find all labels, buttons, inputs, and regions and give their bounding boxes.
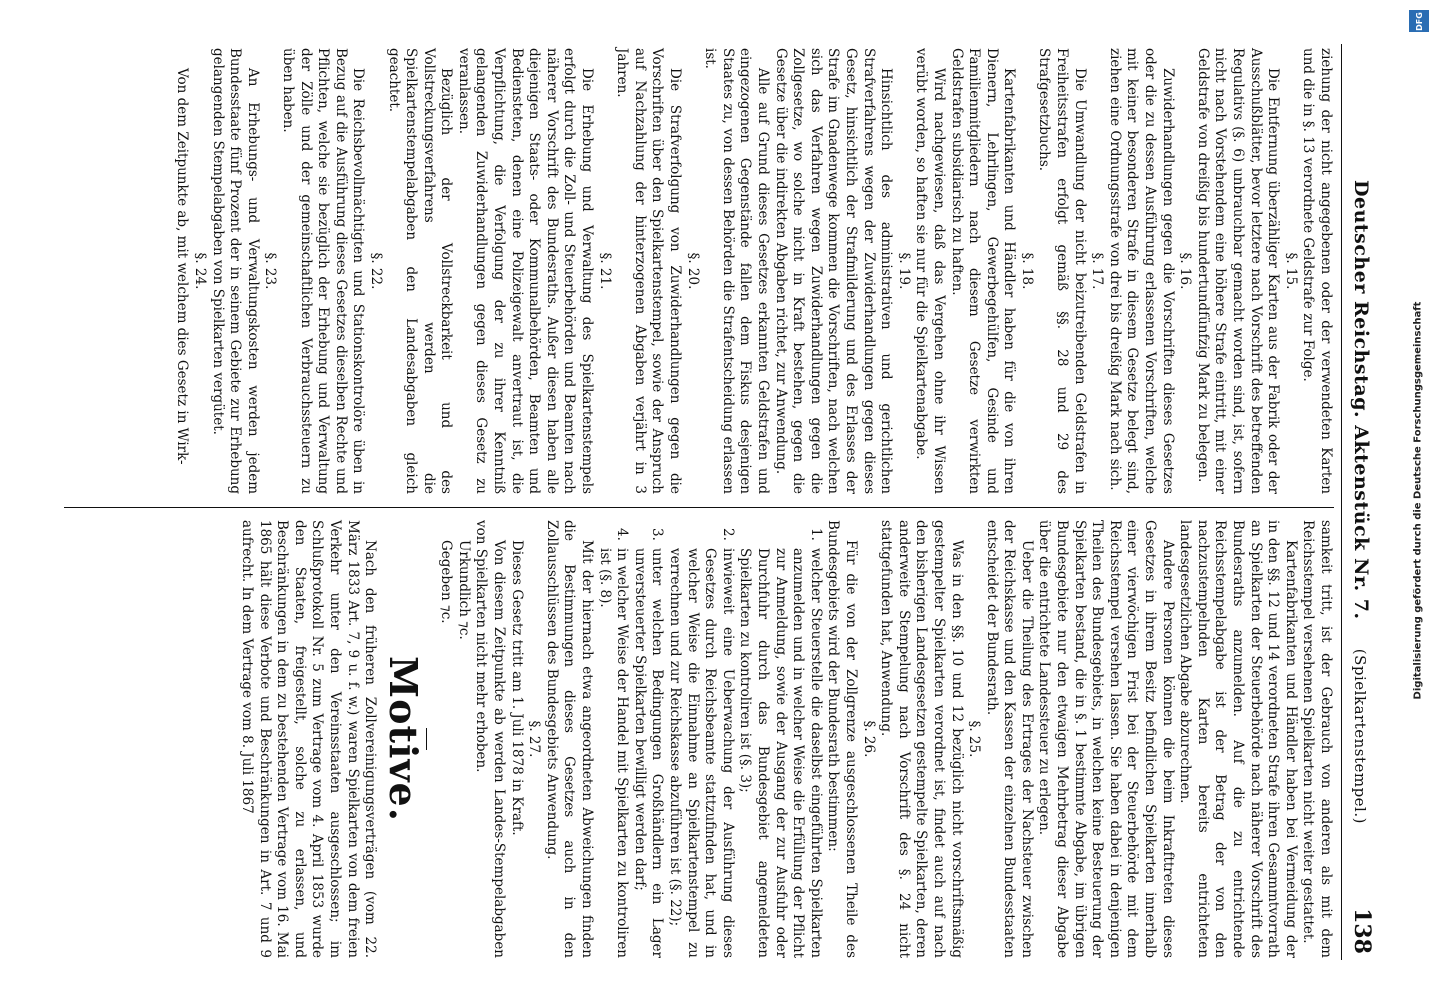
paragraph: Bezüglich der Vollstreckbarkeit und des Vollstreckungsverfahrens werden die Spielkartenstempelabgaben den Landesabgaben gleich geachtet. xyxy=(385,48,455,494)
dfg-logo-text: DFG xyxy=(1414,11,1424,31)
left-column xyxy=(64,48,1334,494)
list-item-text: unter welchen Bedingungen Großhändlern ein Lager unversteuerter Spielkarten bewilligt werden darf; xyxy=(631,548,666,958)
list-item xyxy=(736,520,824,958)
list-item-number: 3. xyxy=(649,528,666,541)
paragraph: Andere Personen können die beim Inkrafttreten dieses Gesetzes in ihrem Besitz befindlichen Spielkarten innerhalb einer vierwöchigen Frist bei der Steuerbehörde mit dem Reichsstempel versehen lassen. Sie haben dabei in denjenigen Theilen des Bundesgebiets, in welchen keine Besteuerung der Spielkarten bestand, die in §. 1 bestimmte Abgabe, im übrigen Bundesgebiete nur den etwaigen Mehrbetrag dieser Abgabe über die entrichtete Landessteuer zu erlegen. xyxy=(1036,520,1176,958)
paragraph: Alle auf Grund dieses Gesetzes erkannten Geldstrafen und eingezogenen Gegenstände fallen dem Fiskus desjenigen Staates zu, von dessen Behörden die Strafentscheidung erlassen ist. xyxy=(702,48,771,494)
section-heading: §. 25. xyxy=(966,720,983,758)
list-item-text: welcher Steuerstelle die daselbst eingeführten Spielkarten anzumelden und in welcher Weise die Erfüllung der Pflicht zur Anmeldung, sowie der Ausgang der zur Ausfuhr oder Durchfuhr durch das Bundesgebiet angemeldeten Spielkarten zu kontroliren ist (§. 3); xyxy=(737,548,824,958)
signature-line: Gegeben ⁊c. xyxy=(438,540,455,624)
paragraph: Die Erhebung und Verwaltung des Spielkartenstempels erfolgt durch die Zoll- und Steuerbehörden und Beamten nach näherer Vorschrift des Bundesraths. Außer diesen haben alle diejenigen Staats- oder Kommunalbehörden, Beamten und Bediensteten, denen eine Polizeigewalt anvertraut ist, die Verpflichtung, die Verfolgung der zu ihrer Kenntniß gelangenden Zuwiderhandlungen gegen dieses Gesetz zu veranlassen. xyxy=(455,48,596,494)
list-item xyxy=(665,520,735,958)
list-item-text: inwieweit eine Ueberwachung der Ausführung dieses Gesetzes durch Reichsbeamte stattzufinden hat, und in welcher Weise die Einnahme an Spielkartenstempel zu verrechnen und zur Reichskasse abzuführen ist (§. 22); xyxy=(667,548,736,958)
list-item-text: in welcher Weise der Handel mit Spielkarten zu kontroliren ist (§. 8). xyxy=(596,548,631,958)
paragraph: Die Reichsbevollmächtigten und Stationskontrolöre üben in Bezug auf die Ausführung dieses Gesetzes dieselben Rechte und Pflichten, welche sie bezüglich der Erhebung und Verwaltung der Zölle und der gemeinschaftlichen Verbrauchssteuern zu üben haben. xyxy=(279,48,367,494)
list-item xyxy=(595,520,630,958)
section-heading: §. 19. xyxy=(895,252,912,290)
paragraph: Für die von der Zollgrenze ausgeschlossenen Theile des Bundesgebiets wird der Bundesrath bestimmen: xyxy=(825,520,859,958)
running-subtitle: (Spielkartenstempel.) xyxy=(1351,648,1369,824)
paragraph: Ueber die Theilung des Ertrages der Nachsteuer zwischen der Reichskasse und den Kassen der einzelnen Bundesstaaten entscheidet der Bundesrath. xyxy=(983,520,1035,958)
right-column-closing-text xyxy=(437,520,595,958)
paragraph: Mit der hiernach etwa angeordneten Abweichungen finden die Bestimmungen dieses Gesetzes auch in den Zollausschlüssen des Bundesgebiets Anwendung. xyxy=(543,520,596,958)
paragraph: Von diesem Zeitpunkte ab werden Landes-Stempelabgaben von Spielkarten nicht mehr erhoben. xyxy=(473,520,508,958)
column-divider xyxy=(64,507,1334,508)
section-heading: §. 16. xyxy=(1177,252,1194,290)
paragraph: Hinsichtlich des administrativen und gerichtlichen Strafverfahrens wegen der Zuwiderhandlungen gegen dieses Gesetz, hinsichtlich der Strafmilderung und des Erlasses der Strafe im Gnadenwege kommen die Vorschriften, nach welchen sich das Verfahren wegen Zuwiderhandlungen gegen die Zollgesetze, wo solche nicht in Kraft bestehen, gegen die Gesetze über die indirekten Abgaben richtet, zur Anwendung. xyxy=(772,48,895,494)
list-item-number: 2. xyxy=(719,528,736,541)
page-number: 138 xyxy=(1349,908,1375,954)
list-item-number: 4. xyxy=(614,528,631,541)
paragraph: Wird nachgewiesen, daß das Vergehen ohne ihr Wissen verübt worden, so haften sie nur für die Spielkartenabgabe. xyxy=(913,48,947,494)
document-page xyxy=(46,20,1386,980)
paragraph: samkeit tritt, ist der Gebrauch von anderen als mit dem Reichsstempel versehenen Spielkarten nicht weiter gestattet. xyxy=(1300,520,1334,958)
motive-text xyxy=(237,520,378,958)
section-heading: §. 24. xyxy=(192,252,208,290)
paragraph: Was in den §§. 10 und 12 bezüglich nicht vorschriftsmäßig gestempelter Spielkarten verordnet ist, findet auch auf nach den bisherigen Landesgesetzen gestempelte Spielkarten, deren anderweite Stempelung nach Vorschrift des §. 24 nicht stattgefunden hat, Anwendung. xyxy=(878,520,965,958)
section-26-list xyxy=(595,520,824,958)
list-item-number: 1. xyxy=(807,528,824,541)
running-title xyxy=(1349,44,1375,960)
page-header xyxy=(1341,44,1375,960)
digitization-watermark xyxy=(1408,8,1428,992)
paragraph: Nach den früheren Zollvereinigungsverträgen (vom 22. März 1833 Art. 7, 9 u. f. w.) waren Spielkarten von dem freien Verkehr unter den Vereinsstaaten ausgeschlossen; im Schlußprotokoll Nr. 5 zum Vertrage vom 4. April 1853 wurde den Staaten, freigestellt, solche zu erlassen, und Beschränkungen in dem zu bestehenden Vertrage vom 16. Mai 1865 hält diese Verbote und Beschränkungen in Art. 7 und 9 aufrecht. In dem Vertrage vom 8. Juli 1867 xyxy=(238,520,379,958)
paragraph: Kartenfabrikanten und Händler haben für die von ihren Dienern, Lehrlingen, Gewerbegehülfen, Gesinde und Familienmitgliedern nach diesem Gesetze verwirkten Geldstrafen subsidiarisch zu haften. xyxy=(948,48,1018,494)
section-heading: §. 18. xyxy=(1018,252,1035,290)
dfg-logo xyxy=(1409,10,1429,32)
section-heading: §. 21. xyxy=(596,252,613,290)
paragraph: Dieses Gesetz tritt am 1. Juli 1878 in Kraft. xyxy=(508,540,525,836)
paragraph: Zuwiderhandlungen gegen die Vorschriften dieses Gesetzes oder die zu dessen Ausführung erlassenen Vorschriften, welche mit keiner besonderen Strafe in diesem Gesetze belegt sind, ziehen eine Ordnungsstrafe von drei bis dreißig Mark nach sich. xyxy=(1106,48,1176,494)
paragraph: Die Strafverfolgung von Zuwiderhandlungen gegen die Vorschriften über den Spielkartenstempel, sowie der Anspruch auf Nachzahlung der hinterzogenen Abgaben verjährt in 3 Jahren. xyxy=(614,48,684,494)
signature-line: Urkundlich ⁊c. xyxy=(455,540,472,640)
section-heading: §. 27. xyxy=(526,720,543,758)
section-heading: §. 23. xyxy=(262,252,279,290)
paragraph: ziehung der nicht angegebenen oder der verwendeten Karten und die in §. 13 verordnete Geldstrafe zur Folge. xyxy=(1300,48,1334,494)
right-column xyxy=(64,520,1334,958)
right-column-law-text xyxy=(824,520,1334,958)
list-item xyxy=(630,520,665,958)
section-heading: §. 17. xyxy=(1089,252,1106,290)
paragraph: Die Umwandlung der nicht beizutreibenden Geldstrafen in Freiheitsstrafen erfolgt gemäß §§. 28 und 29 des Strafgesetzbuchs. xyxy=(1036,48,1088,494)
paragraph: An Erhebungs- und Verwaltungskosten werden jedem Bundesstaate fünf Prozent der in seinem Gebiete zur Erhebung gelangenden Stempelabgaben von Spielkarten vergütet. xyxy=(209,48,261,494)
section-heading: §. 26. xyxy=(860,720,877,758)
watermark-text: Digitalisierung gefördert durch die Deutsche Forschungsgemeinschaft xyxy=(1412,301,1424,699)
paragraph: Von dem Zeitpunkte ab, mit welchem dies Gesetz in Wirk- xyxy=(174,68,191,465)
section-heading: §. 15. xyxy=(1282,252,1299,290)
running-title-text: Deutscher Reichstag. Aktenstück Nr. 7. xyxy=(1350,180,1372,620)
paragraph: Die Entfernung überzähliger Karten aus der Fabrik oder der Ausschußblätter, bevor letztere nach Vorschrift des betreffenden Regulativs (§. 6) unbrauchbar gemacht worden sind, ist, sofern nicht nach Vorstehendem eine höhere Strafe eintritt, mit einer Geldstrafe von dreißig bis hundertundfünfzig Mark zu belegen. xyxy=(1194,48,1282,494)
section-heading: §. 22. xyxy=(367,252,384,290)
separator-rule xyxy=(426,728,427,750)
paragraph: Kartenfabrikanten und Händler haben bei Vermeidung der in den §§. 12 und 14 verordneten Strafe ihren Gesammtvorrath an Spielkarten der Steuerbehörde nach näherer Vorschrift des Bundesraths anzumelden. Auf die zu entrichtende Reichsstempelabgabe ist der Betrag der von den nachzustempelnden Karten bereits entrichteten landesgesetzlichen Abgabe abzurechnen. xyxy=(1177,520,1299,958)
section-heading: §. 20. xyxy=(684,252,701,290)
motive-heading: Motive. xyxy=(380,656,426,822)
